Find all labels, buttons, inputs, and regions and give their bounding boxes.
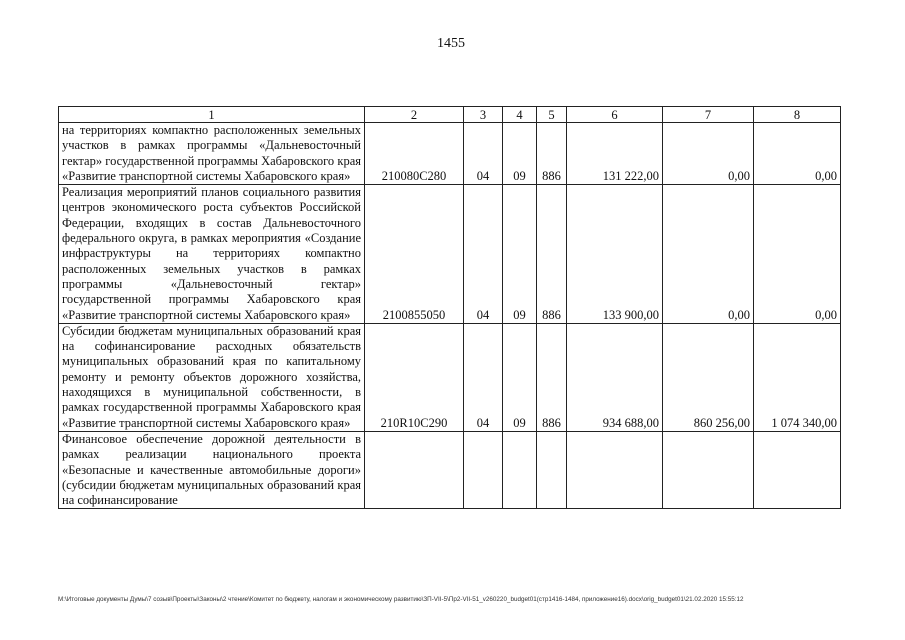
row-subsection: 09: [503, 123, 537, 185]
row-code: [365, 431, 464, 508]
row-amount-col8: 0,00: [754, 123, 841, 185]
row-amount-col8: 0,00: [754, 185, 841, 324]
row-code: 210R10C290: [365, 323, 464, 431]
header-col-4: 4: [503, 107, 537, 123]
row-subsection: 09: [503, 185, 537, 324]
page-number: 1455: [437, 36, 465, 51]
row-subsection: [503, 431, 537, 508]
header-col-7: 7: [663, 107, 754, 123]
row-description: на территориях компактно расположенных земельных участков в рамках программы «Дальневосточный гектар» государственной программы Хабаровского края «Развитие транспортной системы Хабаровского края»: [59, 123, 365, 185]
header-col-6: 6: [567, 107, 663, 123]
row-amount-col7: [663, 431, 754, 508]
row-expense-type: 886: [537, 123, 567, 185]
row-code: 2100855050: [365, 185, 464, 324]
table-header-row: [59, 107, 841, 123]
row-amount-col6: [567, 431, 663, 508]
row-section: 04: [464, 323, 503, 431]
header-col-3: 3: [464, 107, 503, 123]
row-description: Финансовое обеспечение дорожной деятельности в рамках реализации национального проекта «Безопасные и качественные автомобильные дороги» (субсидии бюджетам муниципальных образований края на софинансирование: [59, 431, 365, 508]
row-section: 04: [464, 185, 503, 324]
row-amount-col7: 0,00: [663, 123, 754, 185]
header-col-5: 5: [537, 107, 567, 123]
header-col-1: 1: [59, 107, 365, 123]
row-subsection: 09: [503, 323, 537, 431]
row-amount-col8: 1 074 340,00: [754, 323, 841, 431]
row-amount-col7: 0,00: [663, 185, 754, 324]
row-expense-type: 886: [537, 185, 567, 324]
row-amount-col6: 934 688,00: [567, 323, 663, 431]
row-section: [464, 431, 503, 508]
header-col-2: 2: [365, 107, 464, 123]
table-row: [59, 323, 841, 431]
row-amount-col8: [754, 431, 841, 508]
header-col-8: 8: [754, 107, 841, 123]
table-row: [59, 431, 841, 508]
table-row: [59, 123, 841, 185]
row-description: Реализация мероприятий планов социального развития центров экономического роста субъектов Российской Федерации, входящих в состав Дальневосточного федерального округа, в рамках мероприятия «Создание инфраструктуры на территориях компактно расположенных земельных участков в рамках программы «Дальневосточный гектар» государственной программы Хабаровского края «Развитие транспортной системы Хабаровского края»: [59, 185, 365, 324]
row-amount-col6: 133 900,00: [567, 185, 663, 324]
table-row: [59, 185, 841, 324]
row-expense-type: 886: [537, 323, 567, 431]
budget-table: [58, 106, 841, 509]
row-amount-col7: 860 256,00: [663, 323, 754, 431]
row-amount-col6: 131 222,00: [567, 123, 663, 185]
row-description: Субсидии бюджетам муниципальных образований края на софинансирование расходных обязательств муниципальных образований края по капитальному ремонту и ремонту объектов дорожного хозяйства, находящихся в муниципальной собственности, в рамках государственной программы Хабаровского края «Развитие транспортной системы Хабаровского края»: [59, 323, 365, 431]
row-code: 210080C280: [365, 123, 464, 185]
document-path-footer: M:\Итоговые документы Думы\7 созыв\Проекты\Законы\2 чтение\Комитет по бюджету, налогам и экономическому развитию\ЗП-VII-5\Пр2-VII-51_v260220_budget01(стр1416-1484, приложение16).docx\orig_budget01\21.02.2020 15:55:12: [58, 596, 744, 603]
row-section: 04: [464, 123, 503, 185]
row-expense-type: [537, 431, 567, 508]
